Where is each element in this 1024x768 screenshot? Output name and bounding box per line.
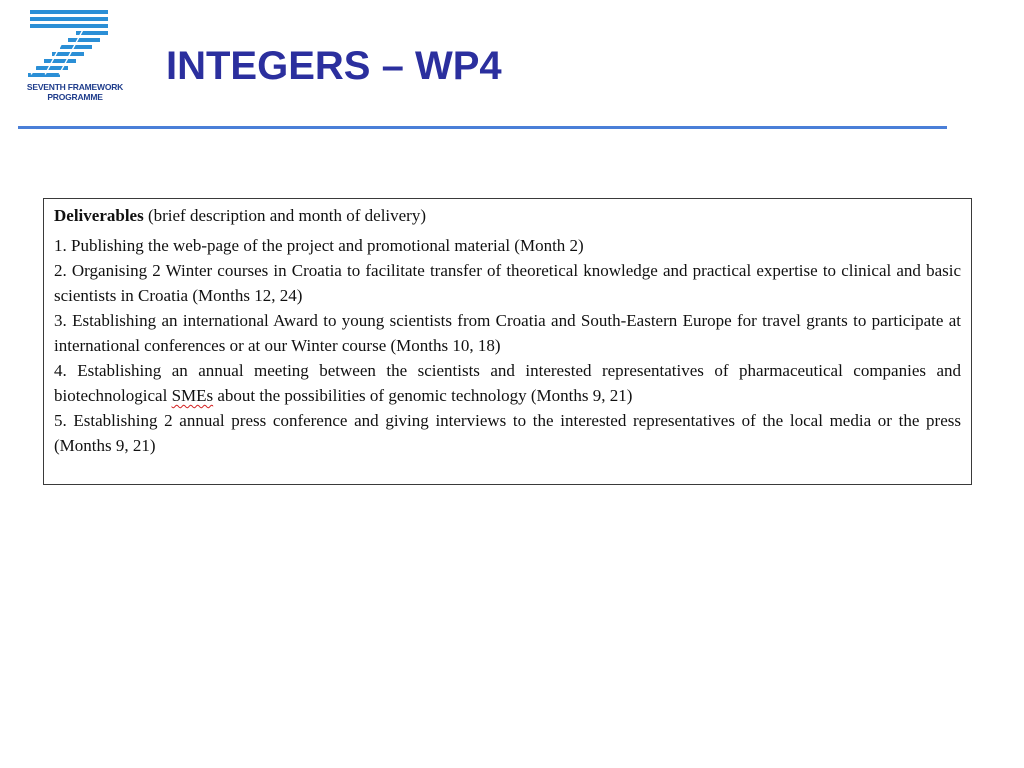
deliverables-heading [54,203,961,228]
deliverable-item-4-start: 4. Establishing an annual meeting between the scientists and interested representatives of pharmaceutical companies and biotechnological [54,361,961,405]
deliverable-item-2: 2. Organising 2 Winter courses in Croatia to facilitate transfer of theoretical knowledge and practical expertise to clinical and basic scientists in Croatia (Months 12, 24) [54,261,961,305]
logo-caption [10,82,140,102]
logo-caption-line1: SEVENTH FRAMEWORK [26,82,124,92]
deliverables-heading-description: (brief description and month of delivery) [143,206,427,225]
deliverable-item-3: 3. Establishing an international Award to young scientists from Croatia and South-Eastern Europe for travel grants to participate at international conferences or at our Winter course (Months 10, 18) [54,311,961,355]
deliverable-item-4-end: about the possibilities of genomic technology (Months 9, 21) [213,386,633,405]
deliverable-item-4 [54,358,961,408]
seventh-framework-programme-logo [10,8,140,110]
slide-title: INTEGERS – WP4 [166,44,502,88]
deliverable-item-1: 1. Publishing the web-page of the project and promotional material (Month 2) [54,236,584,255]
logo-caption-line2: PROGRAMME [47,92,103,102]
deliverables-box [43,198,972,485]
deliverable-item-5: 5. Establishing 2 annual press conference and giving interviews to the interested representatives of the local media or the press (Months 9, 21) [54,411,961,455]
title-divider [18,126,947,129]
fp7-logo-icon [10,8,140,84]
deliverables-heading-label: Deliverables [54,206,144,225]
spellcheck-flagged-word: SMEs [171,386,214,405]
